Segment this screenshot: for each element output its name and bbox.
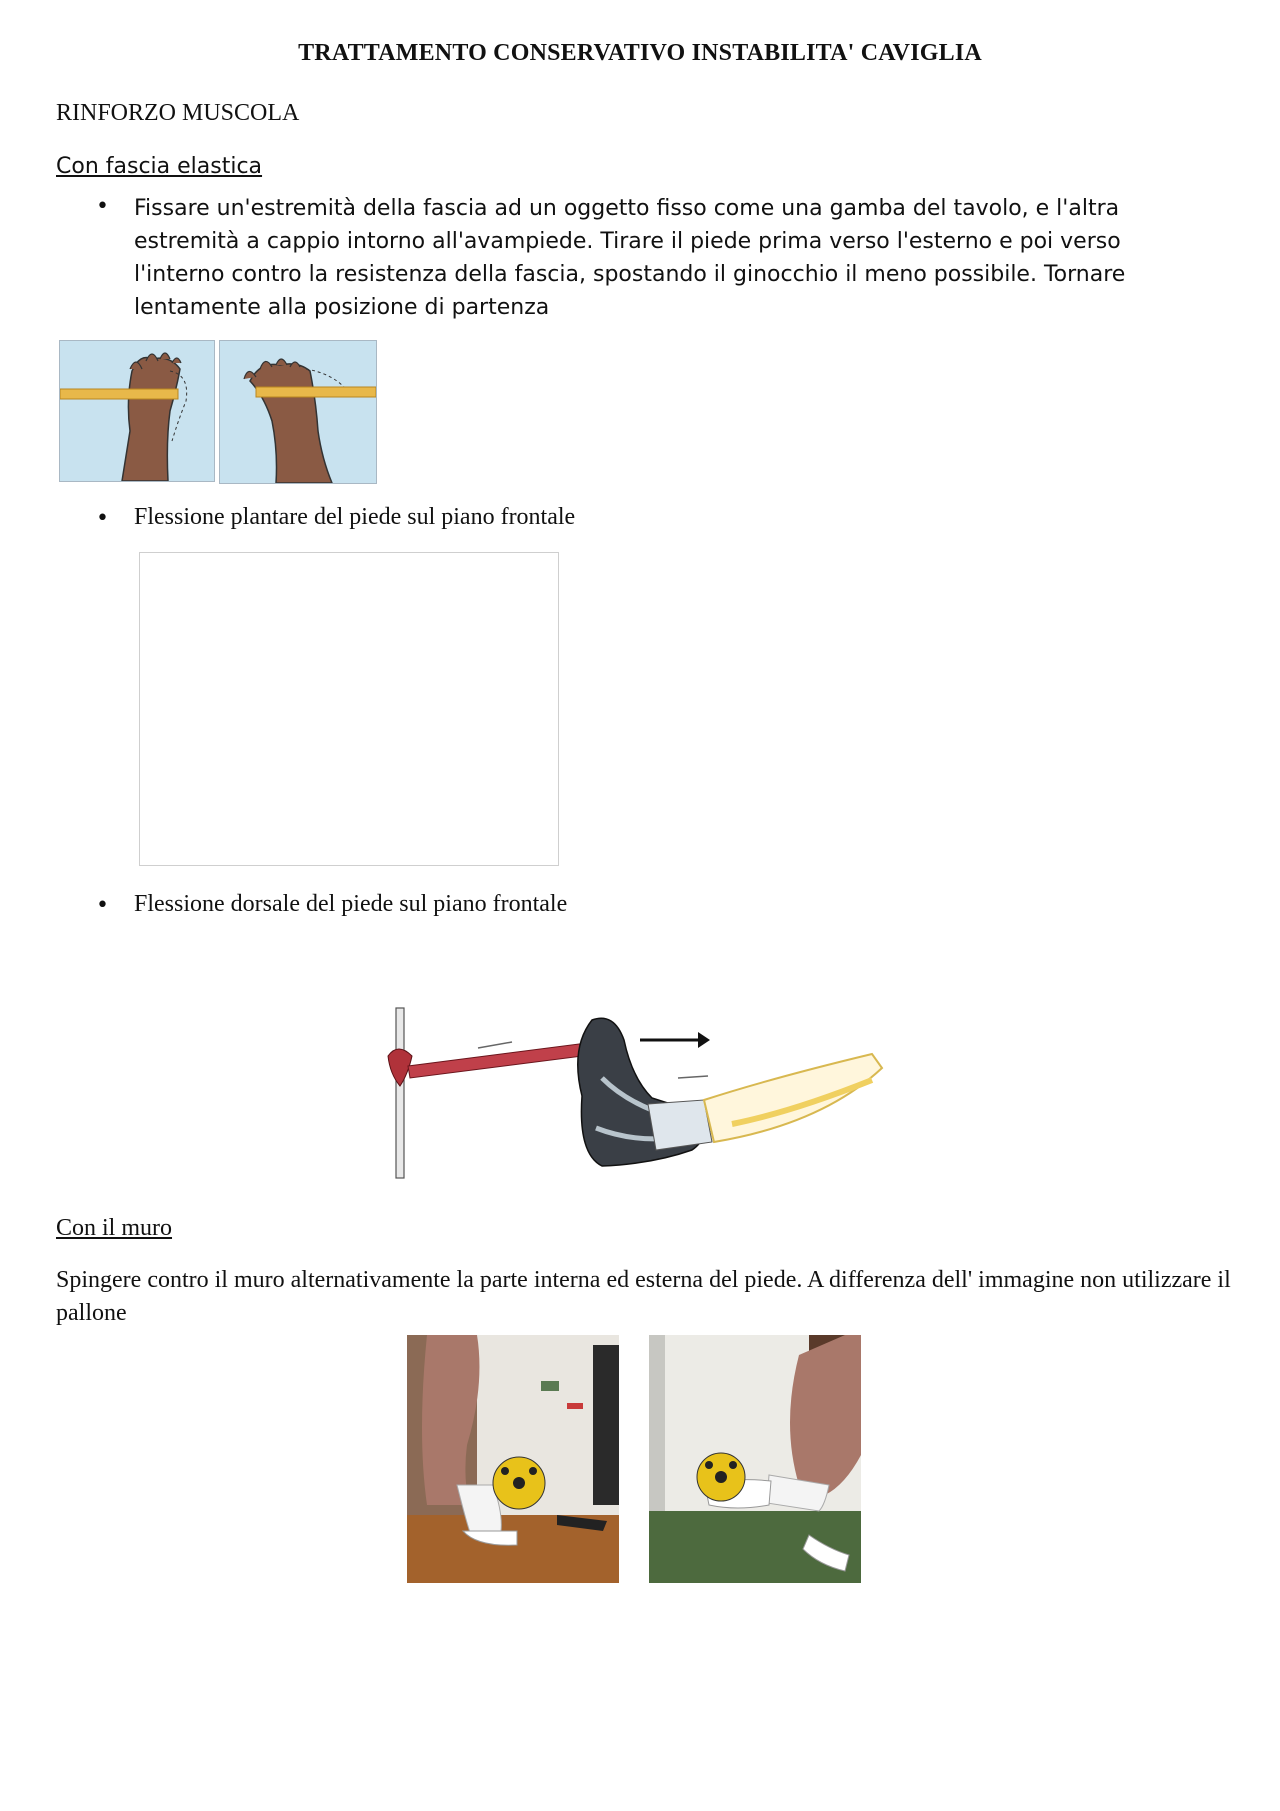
section-heading: RINFORZO MUSCOLA <box>56 100 300 126</box>
foot-eversion-illustration-1 <box>59 340 215 482</box>
bullet-3-text: Flessione dorsale del piede sul piano frontale <box>134 891 568 917</box>
wall-paragraph: Spingere contro il muro alternativamente la parte interna ed esterna del piede. A differenza dell' immagine non utilizzare il pallone <box>56 1267 1231 1326</box>
wall-exercise-photo-1 <box>407 1335 619 1583</box>
plantar-flexion-image-placeholder <box>139 552 559 866</box>
bullet-marker: • <box>96 194 109 219</box>
bullet-marker: • <box>96 506 109 531</box>
wall-exercise-photo-2 <box>649 1335 861 1583</box>
subsection-wall: Con il muro <box>56 1215 173 1241</box>
bullet-2-text: Flessione plantare del piede sul piano frontale <box>134 504 576 530</box>
subsection-elastic-band: Con fascia elastica <box>56 154 263 179</box>
bullet-marker: • <box>96 893 109 918</box>
foot-inversion-illustration-2 <box>219 340 377 484</box>
bullet-1-text: Fissare un'estremità della fascia ad un oggetto fisso come una gamba del tavolo, e l'altra estremità a cappio intorno all'avampiede. Tirare il piede prima verso l'esterno e poi verso l'interno contro la resistenza della fascia, spostando il ginocchio il meno possibile. Tornare lentamente alla posizione di partenza <box>134 196 1126 320</box>
document-title: TRATTAMENTO CONSERVATIVO INSTABILITA' CAVIGLIA <box>298 40 982 66</box>
dorsal-flexion-illustration <box>352 928 912 1216</box>
